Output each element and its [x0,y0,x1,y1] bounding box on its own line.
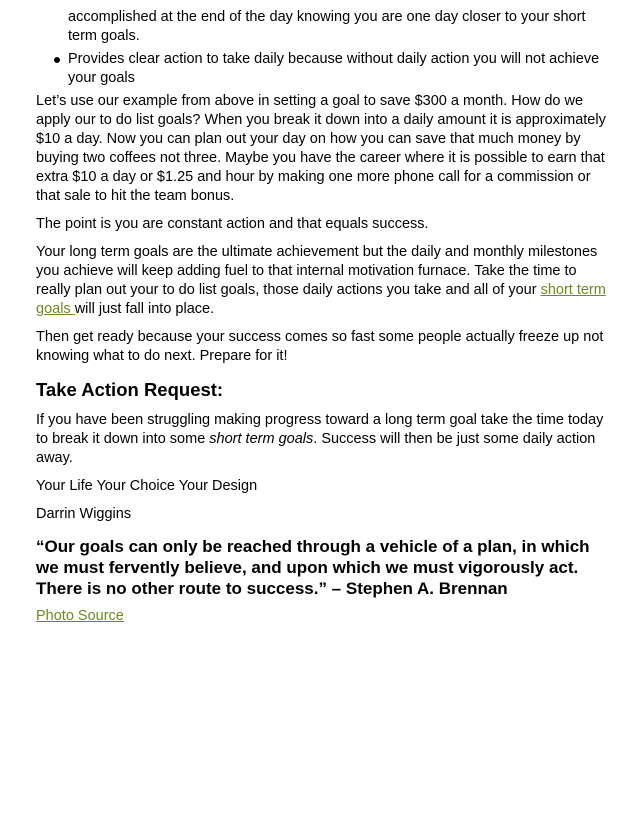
paragraph-long-term-goals [36,243,608,319]
author-name: Darrin Wiggins [36,506,132,522]
bullet-list [36,8,608,88]
emphasis-text: short term goals [209,431,314,447]
paragraph-text: will just fall into place. [74,301,215,317]
paragraph-take-action [36,411,608,468]
short-term-goals-link[interactable]: short term goals [36,282,606,317]
closing-quote: “Our goals can only be reached through a vehicle of a plan, in which we must fervently believe, and upon which we must vigorously act. There is no other route to success.” – Stephen A. Brennan [36,537,590,598]
bullet-item-daily-action [36,50,608,88]
paragraph-text: . Success will then be just some daily action away. [36,431,596,466]
paragraph-text: If you have been struggling making progress toward a long term goal take the time today to break it down into some [36,412,604,447]
bullet-text: Provides clear action to take daily because without daily action you will not achieve your goals [68,51,600,86]
paragraph-get-ready: Then get ready because your success comes so fast some people actually freeze up not knowing what to do next. Prepare for it! [36,329,604,364]
bullet-text: accomplished at the end of the day knowing you are one day closer to your short term goals. [68,9,586,44]
photo-source-line [36,607,608,626]
section-heading: Take Action Request: [36,379,224,400]
paragraph-savings-example: Let’s use our example from above in setting a goal to save $300 a month. How do we apply our to do list goals? When you break it down into a daily amount it is approximately $10 a day. Now you can plan out your day on how you can save that much money by buying two coffees not three. Maybe you have the career where it is possible to earn that extra $10 a day or $1.25 and hour by making one more phone call for a commission or that sale to hit the team bonus. [36,93,606,204]
bullet-dot-icon [54,57,60,63]
signoff-tagline: Your Life Your Choice Your Design [36,478,258,494]
paragraph-text: Your long term goals are the ultimate achievement but the daily and monthly milestones you achieve will keep adding fuel to that internal motivation furnace. Take the time to really plan out your to do list goals, those daily actions you take and all of your [36,244,598,298]
paragraph-constant-action: The point is you are constant action and that equals success. [36,216,429,232]
photo-source-link[interactable]: Photo Source [36,608,124,624]
bullet-item-continuation [36,8,608,46]
